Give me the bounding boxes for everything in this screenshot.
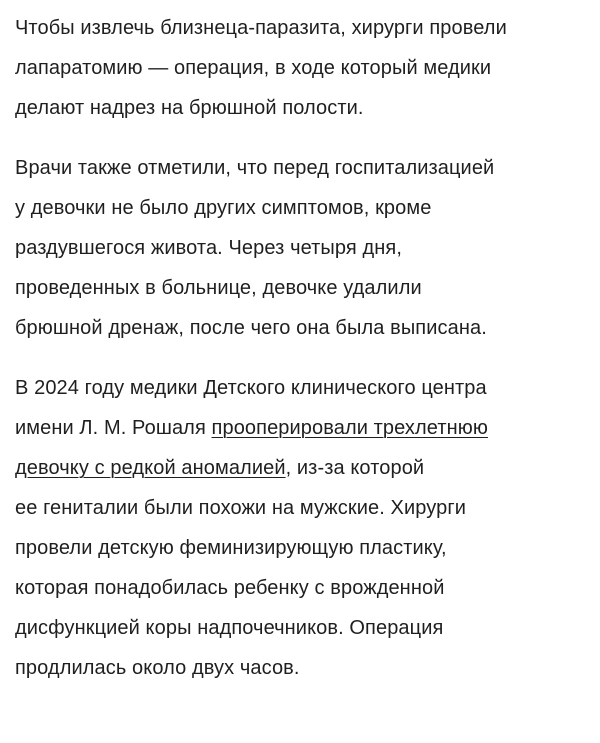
article-link[interactable]: прооперировали трехлетнюю	[211, 417, 488, 439]
text-line: Врачи также отметили, что перед госпитализацией	[15, 157, 495, 179]
text-line: продлилась около двух часов.	[15, 657, 300, 679]
text-fragment: имени Л. М. Рошаля	[15, 417, 212, 439]
text-line: которая понадобилась ребенку с врожденной	[15, 577, 445, 599]
paragraph-1	[15, 8, 590, 128]
article-body	[15, 8, 590, 708]
text-line: Чтобы извлечь близнеца-паразита, хирурги провели	[15, 17, 507, 39]
text-line: ее гениталии были похожи на мужские. Хирурги	[15, 497, 467, 519]
text-line: провели детскую феминизирующую пластику,	[15, 537, 447, 559]
text-line: дисфункцией коры надпочечников. Операция	[15, 617, 444, 639]
text-line: делают надрез на брюшной полости.	[15, 97, 364, 119]
text-line: В 2024 году медики Детского клинического центра	[15, 377, 487, 399]
text-line: у девочки не было других симптомов, кроме	[15, 197, 432, 219]
article-link-continued[interactable]: девочку с редкой аномалией	[15, 457, 286, 479]
text-line: лапаратомию — операция, в ходе который медики	[15, 57, 492, 79]
text-line: проведенных в больнице, девочке удалили	[15, 277, 422, 299]
text-line	[15, 408, 590, 448]
text-fragment: , из-за которой	[285, 457, 425, 479]
text-line	[15, 448, 590, 488]
paragraph-2	[15, 148, 590, 348]
text-line: брюшной дренаж, после чего она была выписана.	[15, 317, 487, 339]
paragraph-3	[15, 368, 590, 688]
text-line: раздувшегося живота. Через четыря дня,	[15, 237, 402, 259]
